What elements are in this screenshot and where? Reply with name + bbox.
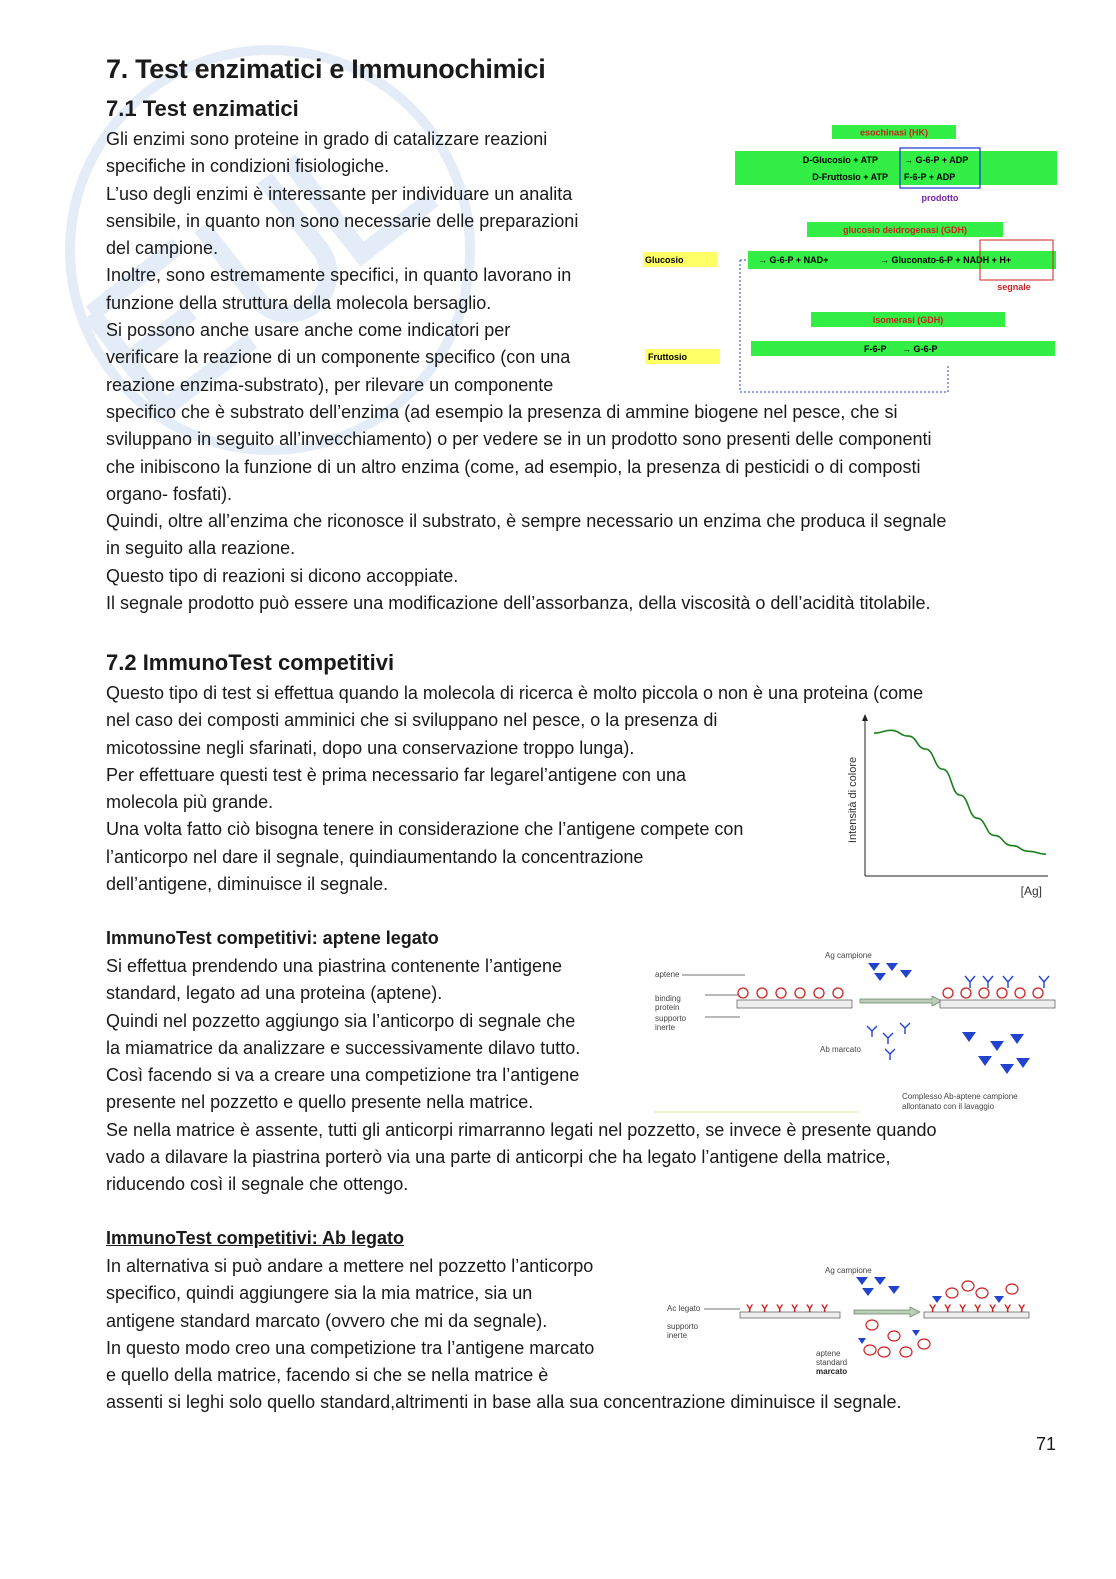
text-line: Se nella matrice è assente, tutti gli anticorpi rimarranno legati nel pozzetto, se invece è presente quando <box>106 1119 937 1140</box>
ag-campione-left <box>868 963 912 981</box>
text-line: la miamatrice da analizzare e successivamente dilavo tutto. <box>106 1037 581 1058</box>
process-arrow <box>860 996 942 1006</box>
text-line: Si effettua prendendo una piastrina contenente l’antigene <box>106 956 563 976</box>
svg-text:Y: Y <box>974 1303 982 1315</box>
text-line: che inibiscono la funzione di un altro enzima (come, ad esempio, la presenza di pesticidi o di composti <box>106 456 921 477</box>
y-axis-label: Intensità di colore <box>847 756 859 844</box>
svg-text:Y: Y <box>746 1303 754 1315</box>
process-arrow <box>854 1307 920 1317</box>
reaction1-reactant-a: D-Glucosio + ATP <box>802 155 878 165</box>
text-line: nel caso dei composti amminici che si sviluppano nel pesce, o la presenza di <box>106 710 718 731</box>
ab-legato-diagram <box>662 1260 1042 1382</box>
text-line: vado a dilavare la piastrina porterò via una parte di anticorpi che ha legato l’antigene della matrice, <box>106 1147 891 1168</box>
text-line: specifico che è substrato dell’enzima (ad esempio la presenza di ammine biogene nel pesce, che si <box>106 401 898 422</box>
text-line: specifiche in condizioni fisiologiche. <box>106 156 390 177</box>
binding-label: binding <box>655 994 681 1003</box>
page-number: 71 <box>1035 1434 1056 1454</box>
text-line: Il segnale prodotto può essere una modificazione dell’assorbanza, della viscosità o dell’acidità titolabile. <box>106 593 931 614</box>
section-heading-immunotest: 7.2 ImmunoTest competitivi <box>106 650 395 675</box>
ab-marcato-group <box>867 1023 910 1060</box>
text-line: Inoltre, sono estremamente specifici, in quanto lavorano in <box>106 265 572 286</box>
reaction2-reactant: → G-6-P + NAD+ <box>758 255 829 265</box>
bound-antibodies <box>965 976 1049 988</box>
text-line: funzione della struttura della molecola bersaglio. <box>106 292 492 313</box>
bound-ag-campione <box>932 1296 1004 1303</box>
text-line: verificare la reazione di un componente specifico (con una <box>106 347 571 368</box>
text-line: Quindi, oltre all’enzima che riconosce il substrato, è sempre necessario un enzima che produca il segnale <box>106 511 947 532</box>
ac-legato-label: Ac legato <box>667 1304 701 1313</box>
text-line: del campione. <box>106 238 219 259</box>
svg-text:Y: Y <box>1004 1303 1012 1315</box>
iso-label: isomerasi (GDH) <box>872 315 944 325</box>
text-line: l’anticorpo nel dare il segnale, quindiaumentando la concentrazione <box>106 846 644 867</box>
glucosio-label: Glucosio <box>645 255 684 265</box>
text-line: assenti si leghi solo quello standard,altrimenti in base alla sua concentrazione diminuisce il segnale. <box>106 1392 902 1413</box>
page-title: 7. Test enzimatici e Immunochimici <box>106 54 546 84</box>
svg-text:Y: Y <box>761 1303 769 1315</box>
fruttosio-label: Fruttosio <box>648 352 687 362</box>
segnale-label: segnale <box>997 282 1031 292</box>
text-line: standard, legato ad una proteina (aptene). <box>106 983 443 1004</box>
text-line: organo- fosfati). <box>106 483 233 504</box>
ab-marcato-label: Ab marcato <box>820 1045 861 1054</box>
series-line-segnale <box>874 730 1046 854</box>
svg-text:Y: Y <box>806 1303 814 1315</box>
reaction2-product: → Gluconato-6-P + NADH + H+ <box>880 255 1012 265</box>
svg-text:Y: Y <box>929 1303 937 1315</box>
text-line: molecola più grande. <box>106 792 274 813</box>
text-line: Una volta fatto ciò bisogna tenere in considerazione che l’antigene compete con <box>106 819 744 840</box>
text-line: presente nel pozzetto e quello presente nella matrice. <box>106 1092 534 1113</box>
svg-text:Y: Y <box>944 1303 952 1315</box>
support-plate-right <box>940 1000 1055 1008</box>
free-labelled-antigen <box>864 1320 930 1357</box>
text-line: Si possono anche usare anche come indicatori per <box>106 320 511 341</box>
hk-label: esochinasi (HK) <box>859 127 929 138</box>
marcato-label: marcato <box>816 1367 848 1376</box>
text-line: L’uso degli enzimi è interessante per individuare un analita <box>106 183 573 204</box>
text-line: Quindi nel pozzetto aggiungo sia l’anticorpo di segnale che <box>106 1010 576 1031</box>
ag-campione-cluster <box>856 1277 900 1296</box>
svg-text:Y: Y <box>776 1303 784 1315</box>
support-plate-left <box>737 1000 852 1008</box>
standard-label: standard <box>816 1358 848 1367</box>
text-line: antigene standard marcato (ovvero che mi da segnale). <box>106 1310 548 1331</box>
text-line: e quello della matrice, facendo si che se nella matrice è <box>106 1365 549 1386</box>
text-line: riducendo così il segnale che ottengo. <box>106 1174 409 1195</box>
supporto-label: supporto <box>655 1014 687 1023</box>
svg-text:Y: Y <box>1018 1303 1026 1315</box>
free-ag-campione <box>858 1330 920 1344</box>
protein-label: protein <box>655 1003 680 1012</box>
enzyme-reaction-diagram <box>640 120 1060 396</box>
svg-text:Y: Y <box>791 1303 799 1315</box>
reaction3-product: → G-6-P <box>902 344 938 354</box>
prodotto-label: prodotto <box>921 193 959 203</box>
text-line: in seguito alla reazione. <box>106 538 296 559</box>
text-line: Per effettuare questi test è prima necessario far legarel’antigene con una <box>106 764 687 785</box>
subsection-heading-aptene: ImmunoTest competitivi: aptene legato <box>106 928 439 948</box>
aptene-legato-diagram <box>650 946 1060 1118</box>
aptene-label: aptene <box>655 970 680 979</box>
complesso-label-2: allontanato con il lavaggio <box>902 1102 995 1111</box>
text-line: In questo modo creo una competizione tra l’antigene marcato <box>106 1337 595 1358</box>
reaction1-band <box>735 151 1057 185</box>
x-axis-label: [Ag] <box>1020 884 1042 898</box>
text-line: specifico, quindi aggiungere sia la mia matrice, sia un <box>106 1283 533 1304</box>
svg-text:Y: Y <box>959 1303 967 1315</box>
competitive-curve-chart <box>838 712 1058 904</box>
section-body-immunotest <box>106 680 923 898</box>
ag-campione-label: Ag campione <box>825 951 872 960</box>
aptene-row-right <box>943 988 1043 998</box>
removed-complexes <box>962 1032 1030 1074</box>
svg-text:Y: Y <box>821 1303 829 1315</box>
reaction1-reactant-b: D-Fruttosio + ATP <box>812 172 888 182</box>
text-line: In alternativa si può andare a mettere nel pozzetto l’anticorpo <box>106 1256 594 1276</box>
reaction3-reactant: F-6-P <box>864 344 887 354</box>
text-line: sensibile, in quanto non sono necessarie delle preparazioni <box>106 210 579 231</box>
reaction1-product-a: → G-6-P + ADP <box>904 155 969 165</box>
text-line: Così facendo si va a creare una competizione tra l’antigene <box>106 1065 580 1086</box>
gdh-label: glucosio deidrogenasi (GDH) <box>842 225 968 235</box>
ag-campione-label: Ag campione <box>825 1266 872 1275</box>
supporto-label: supporto <box>667 1322 699 1331</box>
aptene-label: aptene <box>816 1349 841 1358</box>
text-line: reazione enzima-substrato), per rilevare un componente <box>106 374 554 395</box>
text-line: Questo tipo di reazioni si dicono accoppiate. <box>106 565 459 586</box>
section-heading-enzymatic: 7.1 Test enzimatici <box>106 96 299 121</box>
text-line: Questo tipo di test si effettua quando la molecola di ricerca è molto piccola o non è una proteina (come <box>106 683 924 703</box>
complesso-label-1: Complesso Ab-aptene campione <box>902 1092 1018 1101</box>
svg-text:Y: Y <box>989 1303 997 1315</box>
subsection-heading-ab: ImmunoTest competitivi: Ab legato <box>106 1228 405 1248</box>
inerte-label: inerte <box>655 1023 676 1032</box>
aptene-row-left <box>738 988 843 998</box>
y-axis-arrow <box>862 714 868 721</box>
text-line: micotossine negli sfarinati, dopo una conservazione troppo lunga). <box>106 737 635 758</box>
bound-labelled-antigen <box>946 1281 1018 1298</box>
reaction1-product-b: F-6-P + ADP <box>904 172 956 182</box>
text-line: Gli enzimi sono proteine in grado di catalizzare reazioni <box>106 129 548 149</box>
text-line: sviluppano in seguito all’invecchiamento) o per vedere se in un prodotto sono presenti delle componenti <box>106 429 932 450</box>
text-line: dell’antigene, diminuisce il segnale. <box>106 874 389 895</box>
inerte-label: inerte <box>667 1331 688 1340</box>
